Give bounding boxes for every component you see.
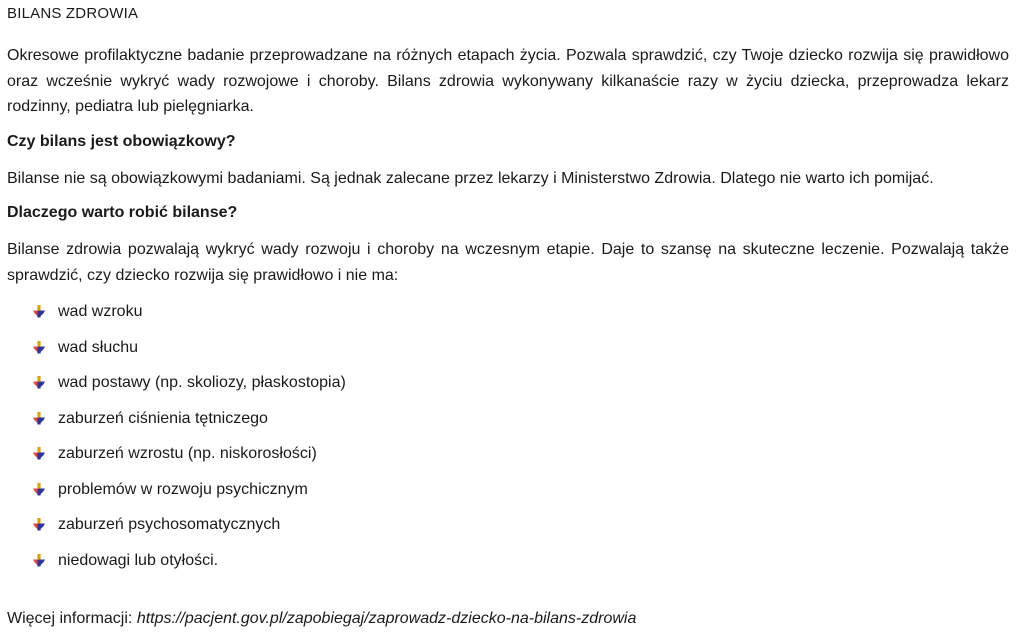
list-item [33, 441, 1009, 467]
list-item-label: wad wzroku [58, 303, 143, 320]
reasons-list [7, 299, 1009, 573]
down-arrow-bullet-icon [33, 554, 45, 567]
list-item-label: zaburzeń wzrostu (np. niskorosłości) [58, 445, 317, 462]
list-item [33, 335, 1009, 361]
more-info-label: Więcej informacji: [7, 610, 137, 627]
down-arrow-bullet-icon [33, 518, 45, 531]
page-title: BILANS ZDROWIA [7, 5, 139, 22]
down-arrow-bullet-icon [33, 341, 45, 354]
more-info-url[interactable]: https://pacjent.gov.pl/zapobiegaj/zaprowadz-dziecko-na-bilans-zdrowia [136, 610, 637, 627]
section-body-obligatory: Bilanse nie są obowiązkowymi badaniami. Są jednak zalecane przez lekarzy i Ministerstwo Zdrowia. Dlatego nie warto ich pomijać. [7, 169, 934, 187]
section-heading-why: Dlaczego warto robić bilanse? [7, 204, 238, 221]
section-body-why: Bilanse zdrowia pozwalają wykryć wady rozwoju i choroby na wczesnym etapie. Daje to szansę na skuteczne leczenie. Pozwalają także sprawdzić, czy dziecko rozwija się prawidłowo i nie ma: [7, 241, 1009, 284]
intro-paragraph: Okresowe profilaktyczne badanie przeprowadzane na różnych etapach życia. Pozwala sprawdzić, czy Twoje dziecko rozwija się prawidłowo oraz wcześnie wykryć wady rozwojowe i choroby. Bilans zdrowia wykonywany kilkanaście razy w życiu dziecka, przeprowadza lekarz rodzinny, pediatra lub pielęgniarka. [7, 47, 1009, 115]
down-arrow-bullet-icon [33, 447, 45, 460]
more-info-line [7, 608, 636, 630]
section-heading-obligatory: Czy bilans jest obowiązkowy? [7, 132, 236, 150]
list-item-label: problemów w rozwoju psychicznym [58, 480, 308, 498]
list-item [33, 512, 1009, 538]
down-arrow-bullet-icon [33, 305, 45, 318]
list-item-label: zaburzeń psychosomatycznych [58, 516, 281, 533]
list-item-label: wad postawy (np. skoliozy, płaskostopia) [58, 374, 346, 391]
list-item [33, 477, 1009, 503]
list-item [33, 370, 1009, 396]
down-arrow-bullet-icon [33, 412, 45, 425]
down-arrow-bullet-icon [33, 376, 45, 389]
list-item [33, 548, 1009, 574]
list-item [33, 406, 1009, 432]
list-item-label: zaburzeń ciśnienia tętniczego [58, 409, 268, 427]
list-item-label: niedowagi lub otyłości. [58, 551, 219, 569]
down-arrow-bullet-icon [33, 483, 45, 496]
list-item [33, 299, 1009, 325]
list-item-label: wad słuchu [58, 338, 139, 356]
